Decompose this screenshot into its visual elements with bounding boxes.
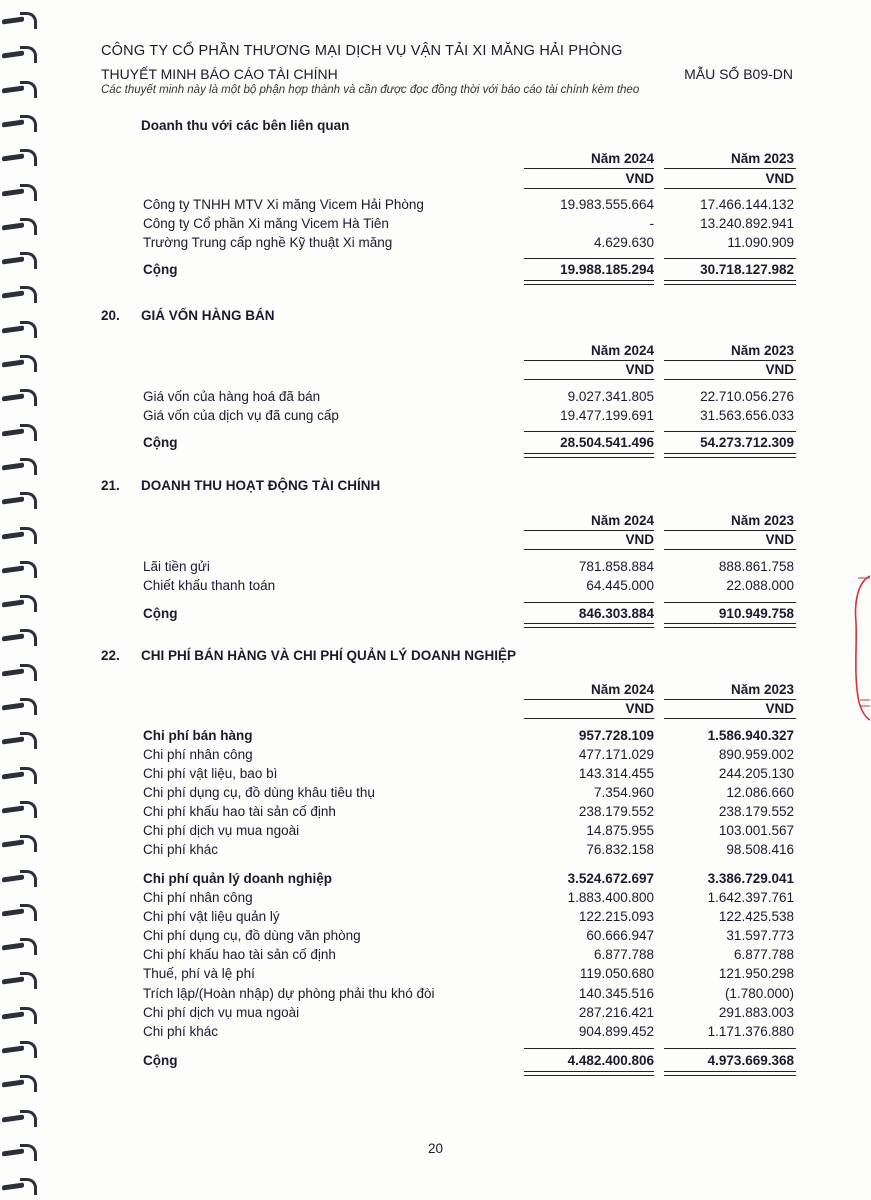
value-2024: 64.445.000 bbox=[586, 578, 654, 593]
section-number: 21. bbox=[101, 478, 120, 493]
double-underline bbox=[664, 280, 796, 285]
binding-ring bbox=[2, 218, 36, 234]
col-unit: VND bbox=[625, 362, 654, 377]
double-underline bbox=[664, 453, 796, 458]
ring-hook bbox=[20, 1041, 37, 1058]
col-divider bbox=[524, 168, 654, 169]
page-number: 20 bbox=[427, 1141, 444, 1156]
total-row bbox=[143, 606, 803, 624]
ring-hook bbox=[20, 1110, 37, 1127]
ring-hook bbox=[20, 286, 37, 303]
binding-ring bbox=[2, 801, 36, 817]
binding-ring bbox=[2, 1178, 36, 1194]
document-title: THUYẾT MINH BÁO CÁO TÀI CHÍNH bbox=[101, 66, 338, 82]
binding-ring bbox=[2, 184, 36, 200]
binding-ring bbox=[2, 252, 36, 268]
ring-hook bbox=[20, 355, 37, 372]
col-divider bbox=[524, 360, 654, 361]
col-divider bbox=[664, 549, 796, 550]
binding-ring bbox=[2, 561, 36, 577]
row-label: Chi phí khấu hao tài sản cố định bbox=[143, 947, 336, 962]
subtotal-line bbox=[524, 1048, 654, 1049]
total-2023: 54.273.712.309 bbox=[700, 435, 794, 450]
table-row bbox=[143, 578, 803, 596]
binding-ring bbox=[2, 527, 36, 543]
binding-ring bbox=[2, 1041, 36, 1057]
binding-ring bbox=[2, 1110, 36, 1126]
col-divider bbox=[524, 718, 654, 719]
binding-ring bbox=[2, 389, 36, 405]
binding-ring bbox=[2, 149, 36, 165]
ring-hook bbox=[20, 561, 37, 578]
double-underline bbox=[664, 1071, 796, 1076]
section-number: 20. bbox=[101, 308, 120, 323]
binding-ring bbox=[2, 629, 36, 645]
col-year-2024: Năm 2024 bbox=[590, 343, 654, 358]
binding-ring bbox=[2, 767, 36, 783]
col-divider bbox=[664, 168, 796, 169]
spiral-binding bbox=[0, 0, 40, 1200]
table-row bbox=[143, 966, 803, 984]
stamp-graphic bbox=[848, 572, 871, 722]
binding-ring bbox=[2, 870, 36, 886]
total-label: Cộng bbox=[143, 606, 178, 621]
value-2023: 22.710.056.276 bbox=[700, 389, 794, 404]
table-row bbox=[143, 823, 803, 841]
value-2024: 7.354.960 bbox=[593, 785, 654, 800]
total-label: Cộng bbox=[143, 1053, 178, 1068]
binding-ring bbox=[2, 81, 36, 97]
subtotal-line bbox=[664, 258, 796, 259]
value-2024: 140.345.516 bbox=[578, 986, 654, 1001]
col-unit: VND bbox=[765, 171, 794, 186]
subtotal-line bbox=[524, 431, 654, 432]
ring-hook bbox=[20, 972, 37, 989]
value-2024: 781.858.884 bbox=[578, 559, 654, 574]
binding-ring bbox=[2, 698, 36, 714]
subtotal-row-admin bbox=[143, 871, 803, 889]
subtotal-line bbox=[664, 602, 796, 603]
binding-ring bbox=[2, 12, 36, 28]
table-row bbox=[143, 890, 803, 908]
binding-ring bbox=[2, 835, 36, 851]
ring-hook bbox=[20, 904, 37, 921]
ring-hook bbox=[20, 115, 37, 132]
row-label: Chi phí dụng cụ, đồ dùng văn phòng bbox=[143, 928, 361, 943]
ring-hook bbox=[20, 46, 37, 63]
subtotal-line bbox=[524, 602, 654, 603]
col-year-2023: Năm 2023 bbox=[730, 513, 794, 528]
value-2024: 1.883.400.800 bbox=[567, 890, 654, 905]
section-title-related-revenue: Doanh thu với các bên liên quan bbox=[141, 118, 350, 133]
table-row bbox=[143, 766, 803, 784]
total-label: Cộng bbox=[143, 435, 178, 450]
value-2023: 121.950.298 bbox=[718, 966, 794, 981]
row-label: Giá vốn của hàng hoá đã bán bbox=[143, 389, 321, 404]
table-row bbox=[143, 1005, 803, 1023]
value-2023: 291.883.003 bbox=[718, 1005, 794, 1020]
row-label: Công ty Cổ phần Xi măng Vicem Hà Tiên bbox=[143, 216, 389, 231]
table-row bbox=[143, 235, 803, 253]
row-label: Chi phí dịch vụ mua ngoài bbox=[143, 823, 300, 838]
total-2023: 910.949.758 bbox=[718, 606, 794, 621]
row-label: Lãi tiền gửi bbox=[143, 559, 210, 574]
value-2023: 3.386.729.041 bbox=[707, 871, 794, 886]
binding-ring bbox=[2, 664, 36, 680]
row-label: Thuế, phí và lệ phí bbox=[143, 966, 255, 981]
value-2024: 143.314.455 bbox=[578, 766, 654, 781]
total-2024: 28.504.541.496 bbox=[560, 435, 654, 450]
section-number: 22. bbox=[101, 648, 120, 663]
value-2024: 904.899.452 bbox=[578, 1024, 654, 1039]
total-2023: 30.718.127.982 bbox=[700, 262, 794, 277]
double-underline bbox=[524, 623, 654, 628]
binding-ring bbox=[2, 321, 36, 337]
row-label: Chi phí nhân công bbox=[143, 747, 253, 762]
value-2023: 17.466.144.132 bbox=[700, 197, 794, 212]
value-2024: 19.477.199.691 bbox=[560, 408, 654, 423]
row-label: Chi phí dụng cụ, đồ dùng khâu tiêu thụ bbox=[143, 785, 375, 800]
table-row bbox=[143, 928, 803, 946]
binding-ring bbox=[2, 286, 36, 302]
value-2023: 244.205.130 bbox=[718, 766, 794, 781]
value-2024: 119.050.680 bbox=[579, 966, 654, 981]
ring-hook bbox=[20, 1178, 37, 1195]
value-2024: 9.027.341.805 bbox=[567, 389, 654, 404]
ring-hook bbox=[20, 870, 37, 887]
value-2024: 3.524.672.697 bbox=[567, 871, 654, 886]
value-2024: 6.877.788 bbox=[593, 947, 654, 962]
table-row bbox=[143, 389, 803, 407]
value-2023: 1.642.397.761 bbox=[707, 890, 794, 905]
row-label: Chi phí quản lý doanh nghiệp bbox=[143, 871, 332, 886]
col-divider bbox=[524, 188, 654, 189]
ring-hook bbox=[20, 595, 37, 612]
value-2023: 122.425.538 bbox=[718, 909, 794, 924]
total-2024: 19.988.185.294 bbox=[560, 262, 654, 277]
row-label: Chi phí vật liệu quản lý bbox=[143, 909, 280, 924]
total-label: Cộng bbox=[143, 262, 178, 277]
section-title: CHI PHÍ BÁN HÀNG VÀ CHI PHÍ QUẢN LÝ DOANH NGHIỆP bbox=[141, 648, 517, 663]
double-underline bbox=[524, 280, 654, 285]
subtotal-row-selling bbox=[143, 728, 803, 746]
value-2024: 238.179.552 bbox=[578, 804, 654, 819]
row-label: Chi phí khác bbox=[143, 1024, 219, 1039]
table-row bbox=[143, 559, 803, 577]
binding-ring bbox=[2, 424, 36, 440]
total-2024: 846.303.884 bbox=[578, 606, 654, 621]
value-2023: 888.861.758 bbox=[718, 559, 794, 574]
binding-ring bbox=[2, 115, 36, 131]
ring-hook bbox=[20, 767, 37, 784]
ring-hook bbox=[20, 1007, 37, 1024]
value-2023: (1.780.000) bbox=[724, 986, 794, 1001]
double-underline bbox=[524, 453, 654, 458]
col-divider bbox=[524, 379, 654, 380]
value-2024: 19.983.555.664 bbox=[560, 197, 654, 212]
ring-hook bbox=[20, 321, 37, 338]
col-year-2024: Năm 2024 bbox=[590, 151, 654, 166]
ring-hook bbox=[20, 12, 37, 29]
value-2023: 13.240.892.941 bbox=[700, 216, 794, 231]
section-title: DOANH THU HOẠT ĐỘNG TÀI CHÍNH bbox=[141, 478, 381, 493]
value-2024: 957.728.109 bbox=[578, 728, 654, 743]
ring-hook bbox=[20, 938, 37, 955]
table-row bbox=[143, 408, 803, 426]
col-year-2024: Năm 2024 bbox=[590, 513, 654, 528]
ring-hook bbox=[20, 835, 37, 852]
value-2023: 12.086.660 bbox=[726, 785, 794, 800]
section-title: GIÁ VỐN HÀNG BÁN bbox=[141, 308, 275, 323]
value-2024: 60.666.947 bbox=[586, 928, 654, 943]
binding-ring bbox=[2, 46, 36, 62]
value-2024: 76.832.158 bbox=[586, 842, 654, 857]
col-divider bbox=[524, 549, 654, 550]
total-row bbox=[143, 1053, 803, 1071]
col-unit: VND bbox=[625, 701, 654, 716]
ring-hook bbox=[20, 732, 37, 749]
value-2023: 103.001.567 bbox=[718, 823, 794, 838]
ring-hook bbox=[20, 252, 37, 269]
subtotal-line bbox=[664, 1048, 796, 1049]
table-row bbox=[143, 747, 803, 765]
value-2023: 1.171.376.880 bbox=[707, 1024, 794, 1039]
value-2024: 4.629.630 bbox=[593, 235, 654, 250]
value-2024: 14.875.955 bbox=[586, 823, 654, 838]
row-label: Chi phí nhân công bbox=[143, 890, 253, 905]
value-2023: 31.597.773 bbox=[726, 928, 794, 943]
ring-hook bbox=[20, 492, 37, 509]
row-label: Chi phí bán hàng bbox=[143, 728, 253, 743]
ring-hook bbox=[20, 149, 37, 166]
table-row bbox=[143, 909, 803, 927]
value-2023: 6.877.788 bbox=[733, 947, 794, 962]
total-2024: 4.482.400.806 bbox=[567, 1053, 654, 1068]
col-unit: VND bbox=[765, 701, 794, 716]
row-label: Chi phí khấu hao tài sản cố định bbox=[143, 804, 336, 819]
value-2024: 287.216.421 bbox=[578, 1005, 654, 1020]
ring-hook bbox=[20, 527, 37, 544]
subtotal-line bbox=[664, 431, 796, 432]
subtotal-line bbox=[524, 258, 654, 259]
col-unit: VND bbox=[765, 532, 794, 547]
ring-hook bbox=[20, 458, 37, 475]
total-row bbox=[143, 262, 803, 280]
table-row bbox=[143, 785, 803, 803]
row-label: Trường Trung cấp nghề Kỹ thuật Xi măng bbox=[143, 235, 393, 250]
binding-ring bbox=[2, 1075, 36, 1091]
ring-hook bbox=[20, 184, 37, 201]
binding-ring bbox=[2, 732, 36, 748]
value-2023: 22.088.000 bbox=[726, 578, 794, 593]
col-divider bbox=[664, 360, 796, 361]
double-underline bbox=[664, 623, 796, 628]
table-row bbox=[143, 947, 803, 965]
red-stamp-fragment bbox=[848, 572, 871, 722]
ring-hook bbox=[20, 424, 37, 441]
table-row bbox=[143, 197, 803, 215]
col-divider bbox=[664, 379, 796, 380]
row-label: Chi phí dịch vụ mua ngoài bbox=[143, 1005, 300, 1020]
col-unit: VND bbox=[625, 171, 654, 186]
table-row bbox=[143, 986, 803, 1004]
ring-hook bbox=[20, 81, 37, 98]
ring-hook bbox=[20, 389, 37, 406]
value-2024: - bbox=[649, 216, 654, 231]
ring-hook bbox=[20, 698, 37, 715]
table-row bbox=[143, 216, 803, 234]
table-row bbox=[143, 1024, 803, 1042]
company-name: CÔNG TY CỔ PHẦN THƯƠNG MẠI DỊCH VỤ VẬN TẢI XI MĂNG HẢI PHÒNG bbox=[101, 43, 623, 59]
value-2023: 11.090.909 bbox=[727, 235, 794, 250]
binding-ring bbox=[2, 355, 36, 371]
table-row bbox=[143, 804, 803, 822]
col-unit: VND bbox=[765, 362, 794, 377]
row-label: Trích lập/(Hoàn nhập) dự phòng phải thu khó đòi bbox=[143, 986, 435, 1001]
value-2023: 890.959.002 bbox=[718, 747, 794, 762]
total-2023: 4.973.669.368 bbox=[707, 1053, 794, 1068]
col-divider bbox=[524, 699, 654, 700]
binding-ring bbox=[2, 492, 36, 508]
binding-ring bbox=[2, 938, 36, 954]
value-2024: 122.215.093 bbox=[578, 909, 654, 924]
col-divider bbox=[664, 699, 796, 700]
total-row bbox=[143, 435, 803, 453]
header-note: Các thuyết minh này là một bộ phận hợp thành và cần được đọc đồng thời với báo cáo tài chính kèm theo bbox=[101, 84, 640, 96]
value-2023: 1.586.940.327 bbox=[707, 728, 794, 743]
row-label: Chiết khấu thanh toán bbox=[143, 578, 276, 593]
ring-hook bbox=[20, 801, 37, 818]
form-number: MẪU SỐ B09-DN bbox=[684, 66, 793, 82]
col-year-2023: Năm 2023 bbox=[730, 682, 794, 697]
binding-ring bbox=[2, 595, 36, 611]
row-label: Công ty TNHH MTV Xi măng Vicem Hải Phòng bbox=[143, 197, 424, 212]
row-label: Chi phí khác bbox=[143, 842, 219, 857]
col-year-2023: Năm 2023 bbox=[730, 343, 794, 358]
binding-ring bbox=[2, 972, 36, 988]
col-divider bbox=[524, 530, 654, 531]
table-row bbox=[143, 842, 803, 860]
value-2023: 31.563.656.033 bbox=[700, 408, 794, 423]
col-year-2024: Năm 2024 bbox=[590, 682, 654, 697]
col-unit: VND bbox=[625, 532, 654, 547]
value-2023: 98.508.416 bbox=[726, 842, 794, 857]
binding-ring bbox=[2, 904, 36, 920]
value-2023: 238.179.552 bbox=[718, 804, 794, 819]
col-year-2023: Năm 2023 bbox=[730, 151, 794, 166]
col-divider bbox=[664, 188, 796, 189]
binding-ring bbox=[2, 458, 36, 474]
binding-ring bbox=[2, 1007, 36, 1023]
double-underline bbox=[524, 1071, 654, 1076]
ring-hook bbox=[20, 1075, 37, 1092]
row-label: Chi phí vật liệu, bao bì bbox=[143, 766, 278, 781]
value-2024: 477.171.029 bbox=[578, 747, 654, 762]
ring-hook bbox=[20, 629, 37, 646]
row-label: Giá vốn của dịch vụ đã cung cấp bbox=[143, 408, 339, 423]
col-divider bbox=[664, 530, 796, 531]
col-divider bbox=[664, 718, 796, 719]
ring-hook bbox=[20, 664, 37, 681]
ring-hook bbox=[20, 218, 37, 235]
